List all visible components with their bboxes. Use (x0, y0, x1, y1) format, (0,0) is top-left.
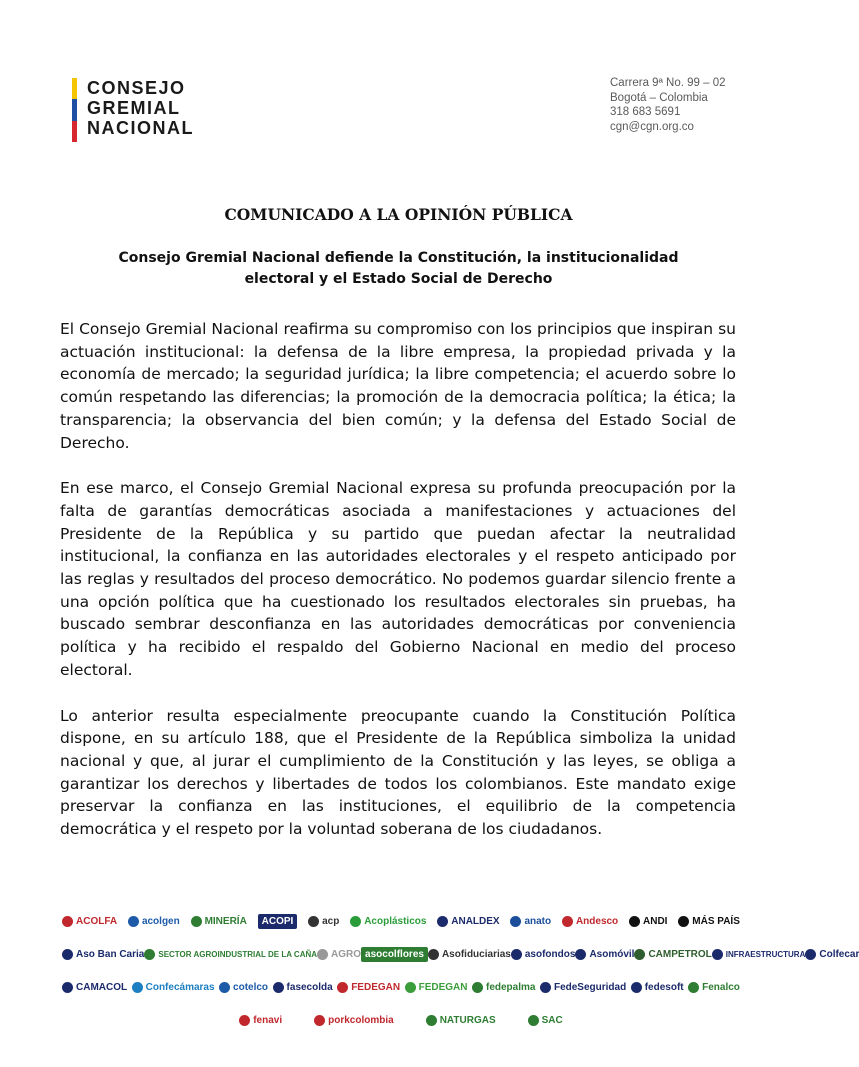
member-logo (805, 949, 859, 960)
member-logo (128, 916, 180, 927)
member-logo-label: FEDEGAN (418, 982, 468, 993)
member-logo-label: fedepalma (486, 982, 536, 993)
contact-phone: 318 683 5691 (610, 106, 681, 118)
contact-address: Carrera 9ª No. 99 – 02 (610, 77, 726, 89)
member-logo (510, 916, 551, 927)
logo-mark-icon (678, 916, 689, 927)
member-logo-label: Aso Ban Caria (76, 949, 145, 960)
member-logo-label: asocolflores (365, 949, 424, 960)
member-logo-label: Acoplásticos (364, 916, 427, 927)
member-logo-label: CAMPETROL (648, 949, 712, 960)
logo-mark-icon (631, 982, 642, 993)
contact-email[interactable]: cgn@cgn.org.co (610, 120, 694, 133)
member-logo (437, 916, 499, 927)
member-logo-label: ACOPI (261, 916, 294, 927)
subtitle-line: Consejo Gremial Nacional defiende la Constitución, la institucionalidad (118, 250, 679, 266)
logo-mark-icon (128, 916, 139, 927)
member-logo (712, 949, 806, 960)
member-logo (426, 1015, 496, 1026)
member-logo (144, 949, 317, 960)
logo-mark-icon (540, 982, 551, 993)
subtitle-line: electoral y el Estado Social de Derecho (244, 271, 553, 287)
document-title: COMUNICADO A LA OPINIÓN PÚBLICA (224, 205, 573, 224)
member-logo (258, 914, 298, 929)
member-logo-label: ANALDEX (451, 916, 500, 927)
member-logo-label: fenavi (253, 1015, 283, 1026)
member-logo-label: SAC (541, 1015, 563, 1026)
logo-mark-icon (712, 949, 723, 960)
member-logo-label: porkcolombia (328, 1015, 394, 1026)
logo-mark-icon (634, 949, 645, 960)
member-logo-label: Fenalco (702, 982, 740, 993)
logo-line: NACIONAL (87, 118, 194, 138)
member-logo (337, 982, 400, 993)
member-logo (528, 1015, 563, 1026)
member-logo (405, 982, 468, 993)
member-logo-label: INFRAESTRUCTURA (725, 950, 806, 959)
logo-row (62, 938, 859, 971)
member-logo-label: CAMACOL (76, 982, 128, 993)
member-logo-label: fedesoft (644, 982, 684, 993)
member-logo-label: MINERÍA (204, 916, 247, 927)
logo-mark-icon (426, 1015, 437, 1026)
member-logo-label: MÁS PAÍS (692, 916, 740, 927)
member-logo-label: Asomóvil (589, 949, 635, 960)
member-logo-label: acolgen (141, 916, 180, 927)
document-body (60, 318, 736, 864)
member-logo (62, 982, 127, 993)
member-logo (239, 1015, 282, 1026)
member-logo (314, 1015, 394, 1026)
logo-mark-icon (62, 949, 73, 960)
member-logo-label: acp (322, 916, 340, 927)
logo-mark-icon (317, 949, 328, 960)
logo-color-bar (72, 78, 77, 142)
member-logo-label: FedeSeguridad (553, 982, 627, 993)
member-logo (428, 949, 511, 960)
member-logo (62, 949, 144, 960)
logo-mark-icon (405, 982, 416, 993)
member-logo-label: SECTOR AGROINDUSTRIAL DE LA CAÑA (158, 950, 318, 959)
member-logo-label: ANDI (643, 916, 668, 927)
logo-mark-icon (805, 949, 816, 960)
member-logo (62, 916, 117, 927)
logo-row (62, 1004, 740, 1037)
logo-mark-icon (350, 916, 361, 927)
paragraph: Lo anterior resulta especialmente preocupante cuando la Constitución Política dispone, en su artículo 188, que el Presidente de la República simboliza la unidad nacional y que, al jurar el cumplimiento de la Constitución y las leyes, se obliga a garantizar los derechos y libertades de todos los colombianos. Este mandato exige preservar la confianza en las instituciones, el equilibrio de la competencia democrática y el respeto por la voluntad soberana de los ciudadanos. (60, 706, 736, 839)
logo-line: CONSEJO (87, 78, 186, 98)
member-logo-label: fasecolda (286, 982, 333, 993)
cgn-logo (72, 78, 194, 142)
member-logo (308, 916, 339, 927)
logo-mark-icon (239, 1015, 250, 1026)
member-logo (317, 949, 361, 960)
member-logo (273, 982, 333, 993)
logo-mark-icon (575, 949, 586, 960)
logo-bar-red (72, 121, 77, 142)
member-logo (361, 947, 428, 962)
member-logo (688, 982, 740, 993)
member-logo (678, 916, 740, 927)
member-logo (629, 916, 667, 927)
logo-mark-icon (62, 916, 73, 927)
member-logo (350, 916, 426, 927)
logo-mark-icon (62, 982, 73, 993)
logo-mark-icon (688, 982, 699, 993)
member-logo-label: ACOLFA (76, 916, 118, 927)
member-logo (511, 949, 576, 960)
logo-row (62, 971, 740, 1004)
logo-mark-icon (511, 949, 522, 960)
paragraph: El Consejo Gremial Nacional reafirma su compromiso con los principios que inspiran su actuación institucional: la defensa de la libre empresa, la propiedad privada y la economía de mercado; la seguridad jurídica; la libre competencia; el acuerdo sobre lo común respetando las diferencias; la promoción de la democracia política; la ética; la transparencia; la observancia del bien común; y la defensa del Estado Social de Derecho. (60, 320, 736, 452)
member-logo-label: AGRO (331, 949, 362, 960)
logo-mark-icon (144, 949, 155, 960)
paragraph: En ese marco, el Consejo Gremial Nacional expresa su profunda preocupación por la falta de garantías democráticas asociada a manifestaciones y actuaciones del Presidente de la República y su partido que puedan afectar la neutralidad institucional, la confianza en las autoridades electorales y el respeto anticipado por las reglas y resultados del proceso democrático. No podemos guardar silencio frente a una opción política que ha cuestionado los resultados electorales sin pruebas, ha buscado sembrar desconfianza en las autoridades democráticas por conveniencia política y ha recibido el respaldo del Gobierno Nacional en medio del proceso electoral. (60, 479, 736, 679)
member-logos (62, 905, 859, 1037)
member-logo-label: anato (524, 916, 552, 927)
member-logo (191, 916, 247, 927)
member-logo (540, 982, 626, 993)
logo-text (87, 78, 194, 142)
logo-mark-icon (428, 949, 439, 960)
logo-mark-icon (219, 982, 230, 993)
logo-mark-icon (472, 982, 483, 993)
member-logo (634, 949, 711, 960)
document-subtitle (80, 248, 717, 290)
contact-city: Bogotá – Colombia (610, 91, 708, 104)
member-logo-label: Confecámaras (145, 982, 215, 993)
logo-mark-icon (191, 916, 202, 927)
member-logo-label: Asofiduciarias (441, 949, 511, 960)
logo-mark-icon (562, 916, 573, 927)
member-logo (219, 982, 268, 993)
logo-mark-icon (314, 1015, 325, 1026)
member-logo (562, 916, 618, 927)
logo-line: GREMIAL (87, 98, 181, 118)
member-logo-label: asofondos (524, 949, 576, 960)
member-logo-label: Andesco (575, 916, 619, 927)
logo-bar-blue (72, 99, 77, 120)
logo-mark-icon (510, 916, 521, 927)
logo-mark-icon (308, 916, 319, 927)
member-logo (132, 982, 215, 993)
logo-mark-icon (273, 982, 284, 993)
logo-row (62, 905, 740, 938)
member-logo (472, 982, 535, 993)
logo-mark-icon (629, 916, 640, 927)
member-logo (575, 949, 634, 960)
logo-bar-yellow (72, 78, 77, 99)
contact-info (610, 76, 725, 134)
member-logo-label: cotelco (233, 982, 269, 993)
logo-mark-icon (528, 1015, 539, 1026)
logo-mark-icon (337, 982, 348, 993)
logo-mark-icon (132, 982, 143, 993)
member-logo-label: FEDEGAN (351, 982, 401, 993)
member-logo (631, 982, 684, 993)
logo-mark-icon (437, 916, 448, 927)
member-logo-label: NATURGAS (439, 1015, 496, 1026)
member-logo-label: Colfecar (819, 949, 859, 960)
